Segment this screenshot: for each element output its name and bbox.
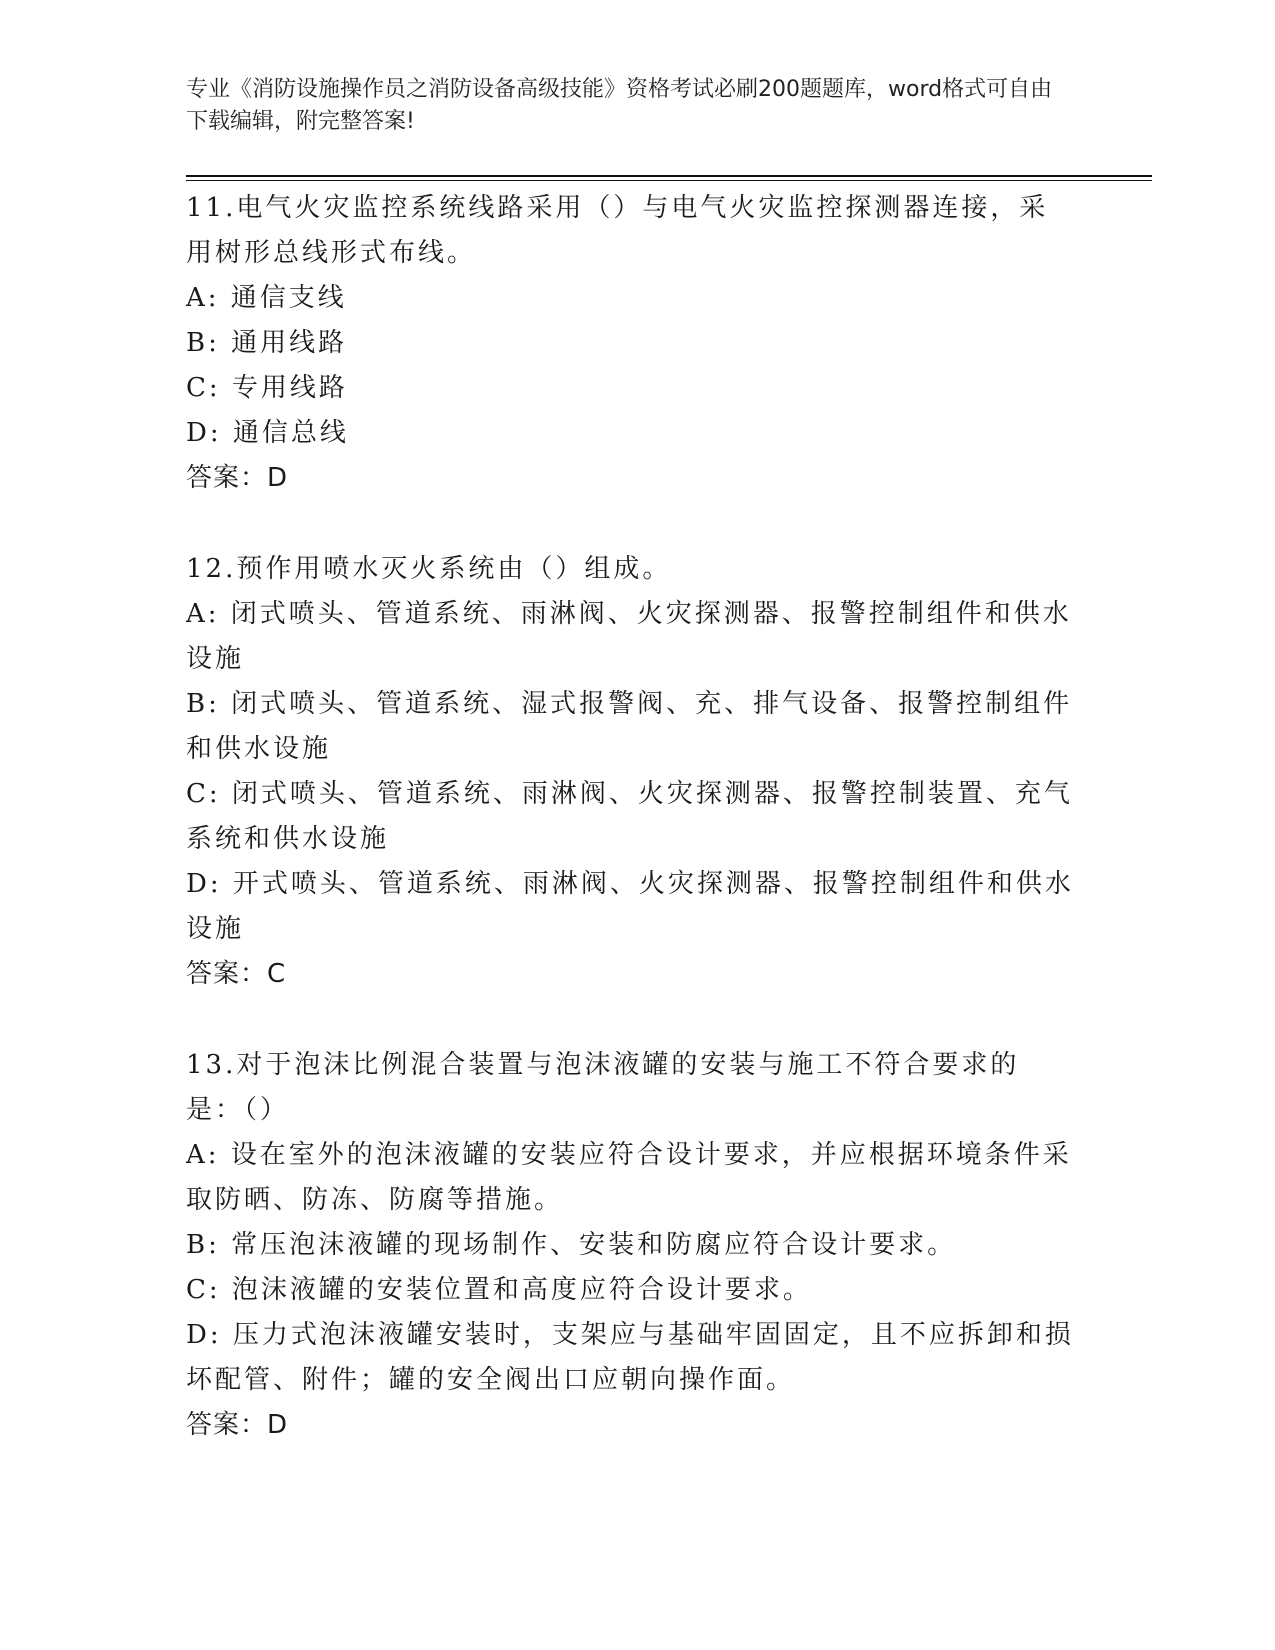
header-rule-thick (186, 175, 1152, 177)
answer-line: 答案：C (186, 959, 287, 989)
option-c: C: 闭式喷头、管道系统、雨淋阀、火灾探测器、报警控制装置、充气系统和供水设施 (186, 779, 1073, 854)
question-gap (186, 997, 1076, 1043)
question-11 (186, 186, 1076, 501)
question-gap (186, 501, 1076, 547)
question-list (186, 186, 1076, 1448)
option-a: A: 闭式喷头、管道系统、雨淋阀、火灾探测器、报警控制组件和供水设施 (186, 599, 1072, 674)
question-text: 11.电气火灾监控系统线路采用（）与电气火灾监控探测器连接，采用树形总线形式布线。 (186, 193, 1049, 268)
option-b: B: 闭式喷头、管道系统、湿式报警阀、充、排气设备、报警控制组件和供水设施 (186, 689, 1073, 764)
option-d: D: 通信总线 (186, 418, 349, 448)
option-d: D: 开式喷头、管道系统、雨淋阀、火灾探测器、报警控制组件和供水设施 (186, 869, 1074, 944)
question-text: 12.预作用喷水灭火系统由（）组成。 (186, 554, 672, 584)
option-a: A: 通信支线 (186, 283, 347, 313)
question-text: 13.对于泡沫比例混合装置与泡沫液罐的安装与施工不符合要求的是：（） (186, 1050, 1020, 1125)
answer-line: 答案：D (186, 1410, 289, 1440)
header-rule-thin (186, 180, 1152, 181)
option-b: B: 常压泡沫液罐的现场制作、安装和防腐应符合设计要求。 (186, 1230, 957, 1260)
page-header: 专业《消防设施操作员之消防设备高级技能》资格考试必刷200题题库，word格式可自由下载编辑，附完整答案! (186, 77, 1053, 134)
option-c: C: 专用线路 (186, 373, 348, 403)
answer-line: 答案：D (186, 463, 289, 493)
question-12 (186, 547, 1076, 997)
option-a: A: 设在室外的泡沫液罐的安装应符合设计要求，并应根据环境条件采取防晒、防冻、防腐等措施。 (186, 1140, 1072, 1215)
option-c: C: 泡沫液罐的安装位置和高度应符合设计要求。 (186, 1275, 812, 1305)
option-d: D: 压力式泡沫液罐安装时，支架应与基础牢固固定，且不应拆卸和损坏配管、附件；罐的安全阀出口应朝向操作面。 (186, 1320, 1074, 1395)
question-13 (186, 1043, 1076, 1448)
option-b: B: 通用线路 (186, 328, 348, 358)
